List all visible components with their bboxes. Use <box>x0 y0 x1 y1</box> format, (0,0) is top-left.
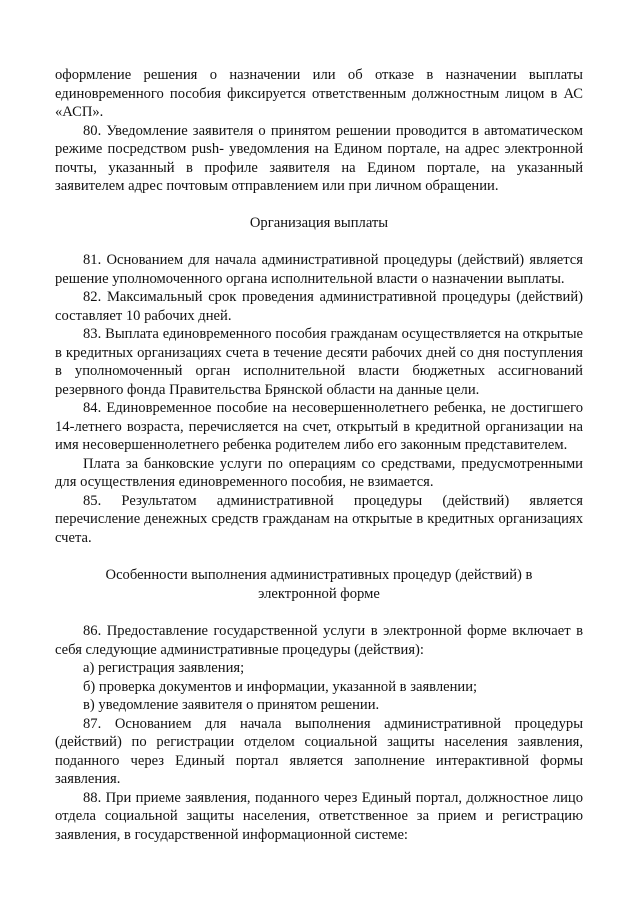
list-item-a: а) регистрация заявления; <box>83 660 245 676</box>
paragraph-80: 80. Уведомление заявителя о принятом решении проводится в автоматическом режиме посредством push- уведомления на Едином портале, на адрес электронной почты, указанный в профиле заявителя на Едином портале, на указанный заявителем адрес почтовым отправлением или при личном обращении. <box>55 122 583 194</box>
paragraph-continuation: оформление решения о назначении или об отказе в назначении выплаты единовременного пособия фиксируется ответственным должностным лицом в АС «АСП». <box>55 67 583 120</box>
paragraph-84-fee: Плата за банковские услуги по операциям со средствами, предусмотренными для осуществления единовременного пособия, не взимается. <box>55 455 583 490</box>
paragraph-88: 88. При приеме заявления, поданного через Единый портал, должностное лицо отдела социальной защиты населения, ответственное за прием и регистрацию заявления, в государственной информационной системе: <box>55 789 583 843</box>
list-item-b: б) проверка документов и информации, указанной в заявлении; <box>83 678 478 695</box>
paragraph-83: 83. Выплата единовременного пособия гражданам осуществляется на открытые в кредитных организациях счета в течение десяти рабочих дней со дня поступления в уполномоченный орган исполнительной власти бюджетных ассигнований резервного фонда Правительства Брянской области на данные цели. <box>55 326 583 398</box>
list-item-c: в) уведомление заявителя о принятом решении. <box>83 697 380 713</box>
section-heading-electronic-line2: электронной форме <box>258 585 380 602</box>
paragraph-81: 81. Основанием для начала административной процедуры (действий) является решение уполномоченного органа исполнительной власти о назначении выплаты. <box>55 252 583 287</box>
paragraph-84: 84. Единовременное пособие на несовершеннолетнего ребенка, не достигшего 14-летнего возраста, перечисляется на счет, открытый в кредитной организации на имя несовершеннолетнего ребенка родителем либо его законным представителем. <box>55 400 583 453</box>
section-heading-payment: Организация выплаты <box>249 214 389 231</box>
paragraph-87: 87. Основанием для начала выполнения административной процедуры (действий) по регистрации отделом социальной защиты населения заявления, поданного через Единый портал является заполнение интерактивной формы заявления. <box>55 715 583 787</box>
section-heading-electronic-line1: Особенности выполнения административных процедур (действий) в <box>105 567 533 583</box>
paragraph-86: 86. Предоставление государственной услуги в электронной форме включает в себя следующие административные процедуры (действия): <box>55 623 583 658</box>
document-body <box>55 66 583 844</box>
section-heading-electronic <box>55 566 583 603</box>
paragraph-82: 82. Максимальный срок проведения административной процедуры (действий) составляет 10 рабочих дней. <box>55 289 583 324</box>
paragraph-85: 85. Результатом административной процедуры (действий) является перечисление денежных средств гражданам на открытые в кредитных организациях счета. <box>55 492 583 546</box>
